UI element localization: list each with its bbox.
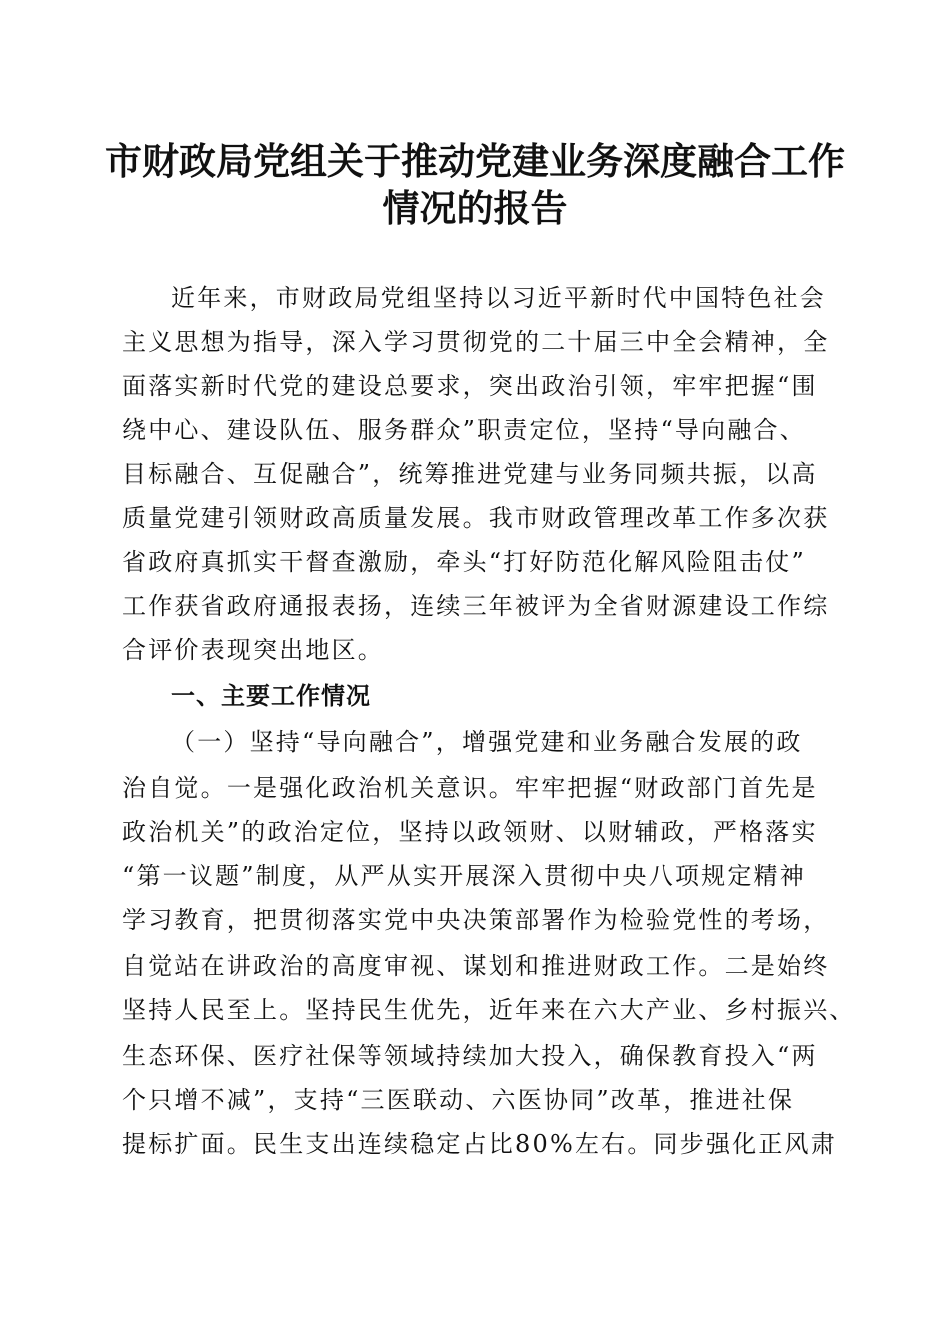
body-line-12 [122,768,842,808]
body-line-17: 坚持人民至上。坚持民生优先，近年来在六大产业、乡村振兴、 [122,996,856,1024]
body-line-5: 目标融合、互促融合”，统筹推进党建与业务同频共振，以高 [122,460,818,488]
body-line-1: 近年来，市财政局党组坚持以习近平新时代中国特色社会 [171,284,826,312]
body-line-4: 绕中心、建设队伍、服务群众”职责定位，坚持“导向融合、 [122,416,806,444]
body-line-20: 提标扩面。民生支出连续稳定占比80%左右。同步强化正风肃 [122,1130,837,1158]
body-line-16: 自觉站在讲政治的高度审视、谋划和推进财政工作。二是始终 [122,952,830,980]
subsection-heading-1-end: 治自觉。 [122,774,227,802]
body-line-6: 质量党建引领财政高质量发展。我市财政管理改革工作多次获 [122,504,830,532]
body-line-19: 个只增不减”，支持“三医联动、六医协同”改革，推进社保 [122,1086,795,1114]
body-line-15: 学习教育，把贯彻落实党中央决策部署作为检验党性的考场， [122,906,830,934]
document-title-line-2: 情况的报告 [382,186,568,230]
body-line-13: 政治机关”的政治定位，坚持以政领财、以财辅政，严格落实 [122,818,818,846]
body-line-8: 工作获省政府通报表扬，连续三年被评为全省财源建设工作综 [122,592,830,620]
subsection-heading-1: （一）坚持“导向融合”，增强党建和业务融合发展的政 [171,728,803,756]
body-line-14: “第一议题”制度，从严从实开展深入贯彻中央八项规定精神 [122,862,806,890]
body-line-9: 合评价表现突出地区。 [122,636,384,664]
body-line-12-text: 一是强化政治机关意识。牢牢把握“财政部门首先是 [226,774,818,802]
body-line-3: 面落实新时代党的建设总要求，突出政治引领，牢牢把握“围 [122,372,818,400]
body-line-2: 主义思想为指导，深入学习贯彻党的二十届三中全会精神，全 [122,328,830,356]
section-heading-1: 一、主要工作情况 [171,682,371,710]
body-line-18: 生态环保、医疗社保等领域持续加大投入，确保教育投入“两 [122,1042,818,1070]
document-title-line-1: 市财政局党组关于推动党建业务深度融合工作 [105,139,845,183]
body-line-7: 省政府真抓实干督查激励，牵头“打好防范化解风险阻击仗” [122,548,806,576]
